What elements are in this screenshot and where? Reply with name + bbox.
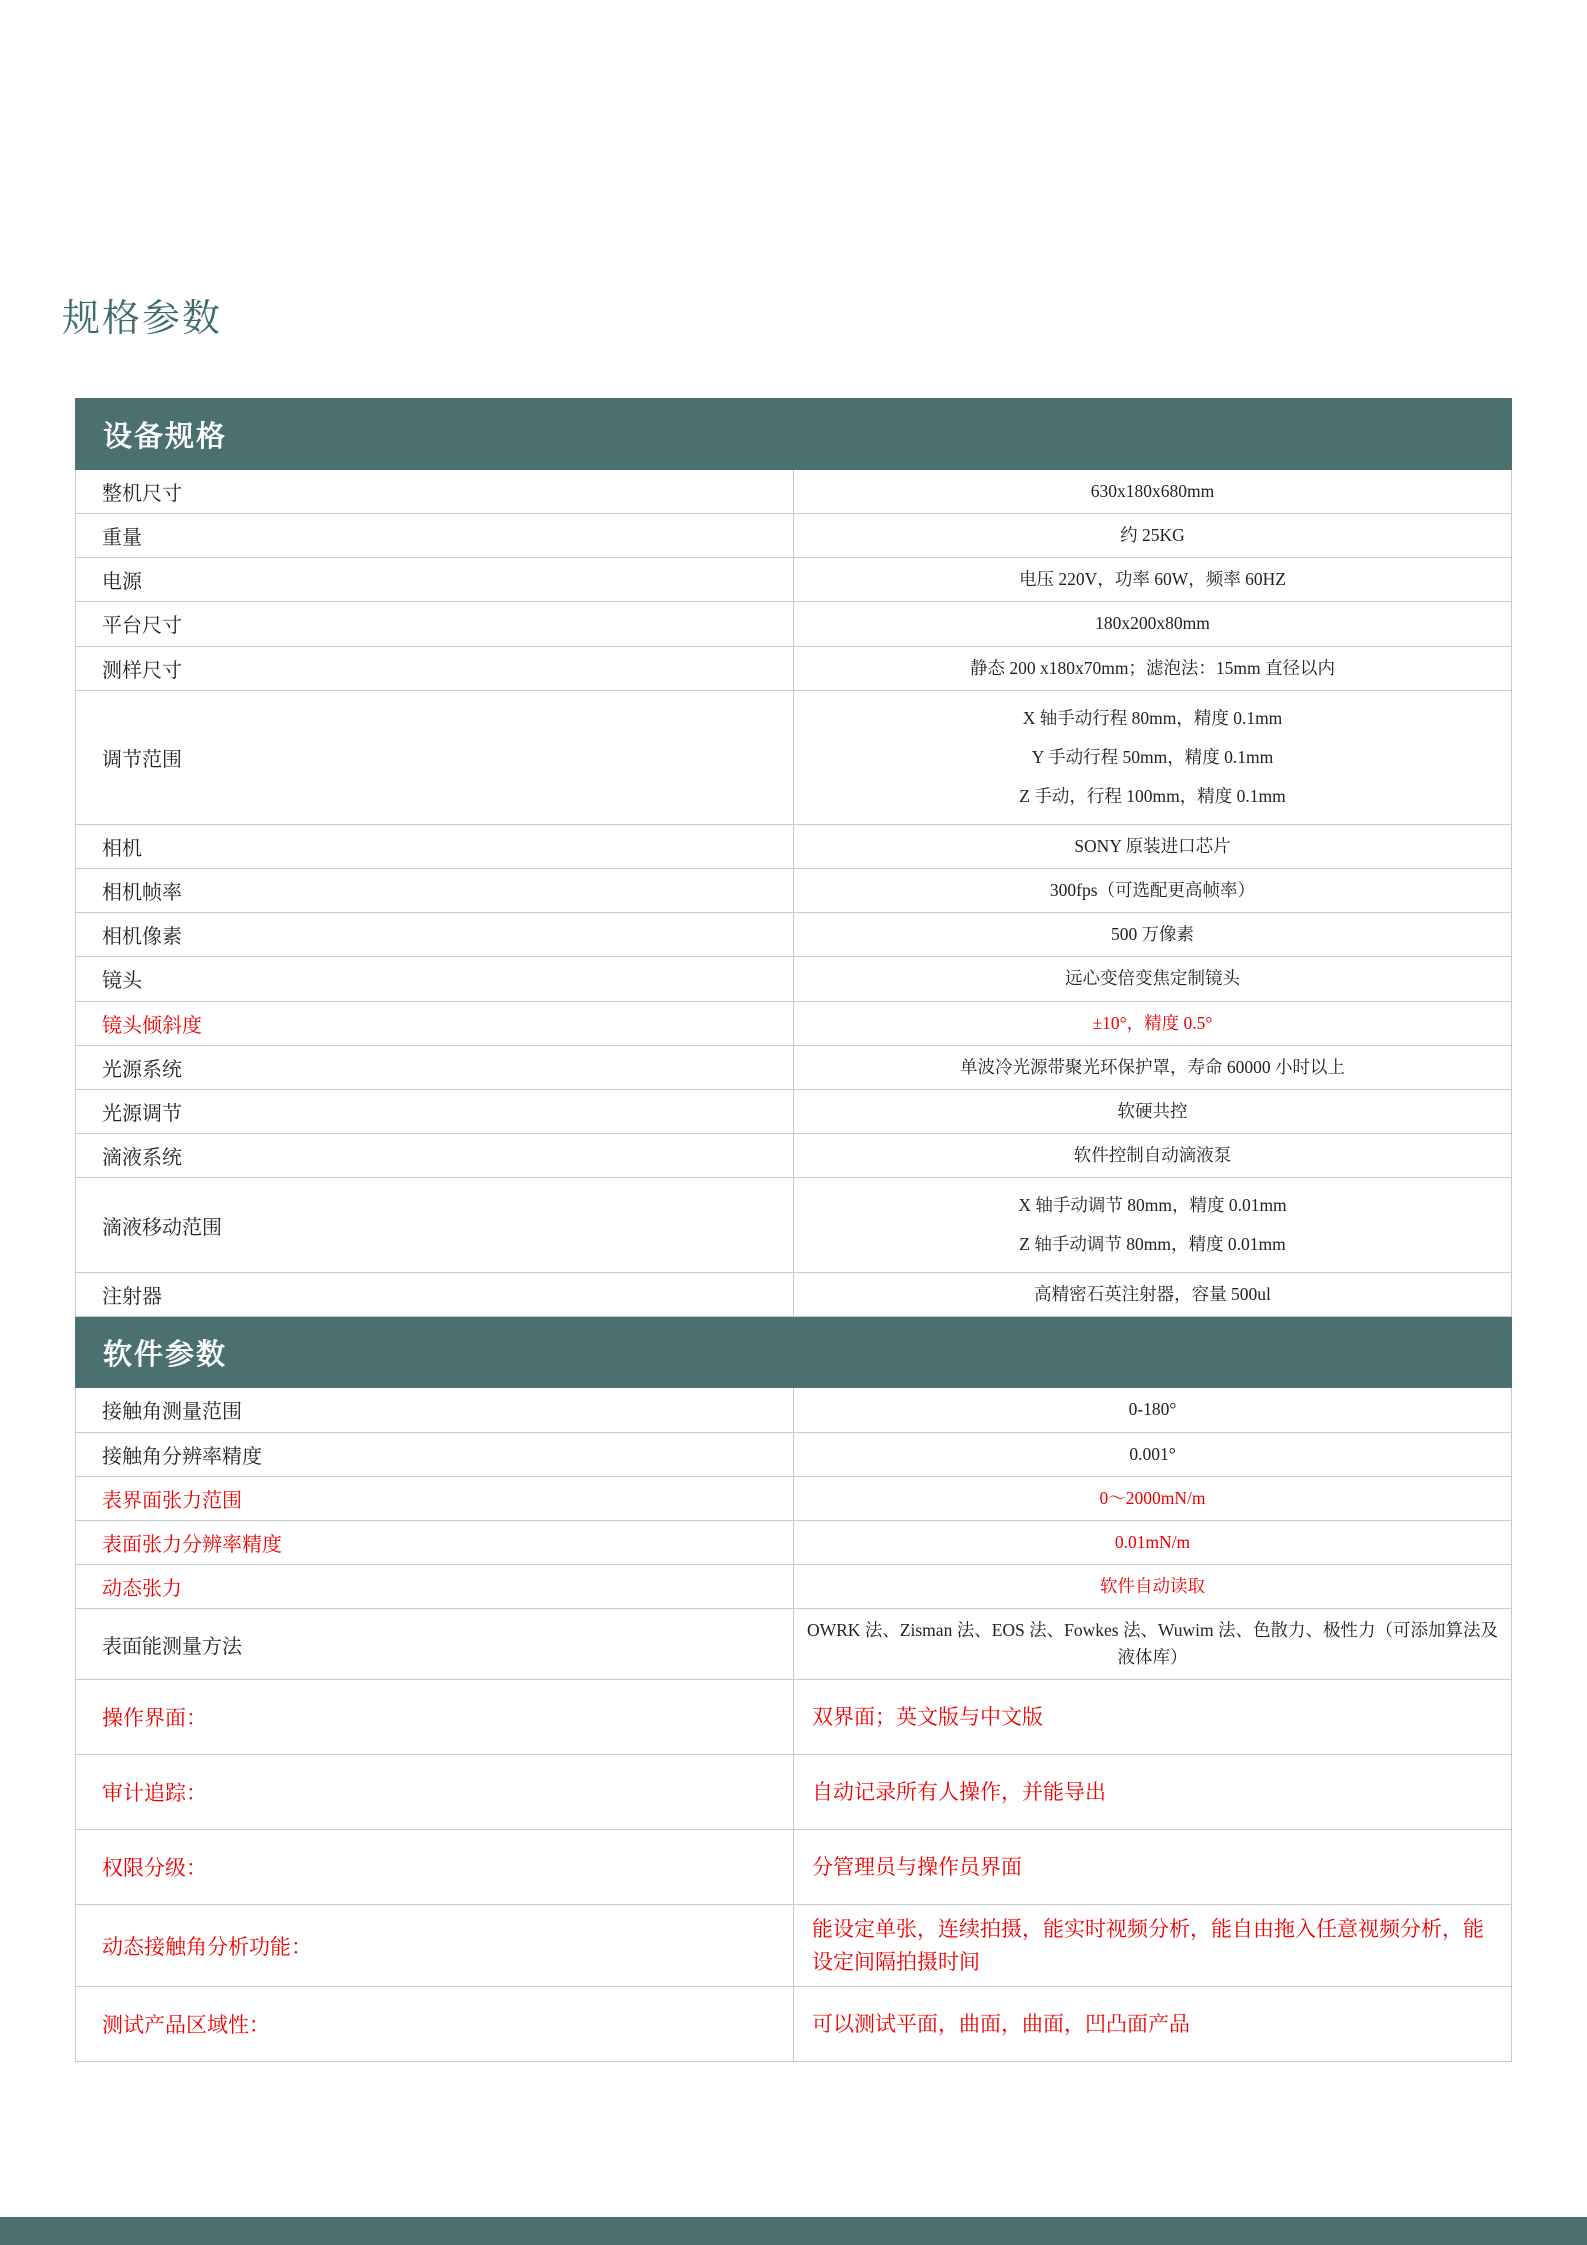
row-label: 测试产品区域性： bbox=[76, 1987, 794, 2062]
row-value-line: Y 手动行程 50mm，精度 0.1mm bbox=[1031, 746, 1274, 767]
table-row bbox=[76, 1432, 1512, 1476]
row-value: 可以测试平面，曲面，曲面，凹凸面产品 bbox=[794, 1987, 1512, 2062]
row-value-line: Z 手动，行程 100mm，精度 0.1mm bbox=[1019, 785, 1286, 806]
row-value: 高精密石英注射器，容量 500ul bbox=[794, 1273, 1512, 1317]
row-value: 能设定单张，连续拍摄，能实时视频分析，能自由拖入任意视频分析，能设定间隔拍摄时间 bbox=[794, 1905, 1512, 1987]
row-label: 接触角分辨率精度 bbox=[76, 1432, 794, 1476]
table-row bbox=[76, 514, 1512, 558]
table-row bbox=[76, 690, 1512, 824]
table-row bbox=[76, 1178, 1512, 1273]
row-value: 电压 220V，功率 60W，频率 60HZ bbox=[794, 558, 1512, 602]
row-value: 分管理员与操作员界面 bbox=[794, 1830, 1512, 1905]
row-label: 光源调节 bbox=[76, 1089, 794, 1133]
section-heading-equipment: 设备规格 bbox=[76, 399, 1512, 470]
table-row bbox=[76, 470, 1512, 514]
row-label: 整机尺寸 bbox=[76, 470, 794, 514]
row-label: 表面张力分辨率精度 bbox=[76, 1520, 794, 1564]
table-row bbox=[76, 1133, 1512, 1177]
table-row bbox=[76, 1609, 1512, 1680]
row-label: 接触角测量范围 bbox=[76, 1388, 794, 1432]
table-row bbox=[76, 602, 1512, 646]
row-value: 630x180x680mm bbox=[794, 470, 1512, 514]
table-row bbox=[76, 558, 1512, 602]
table-row-highlight bbox=[76, 1680, 1512, 1755]
row-label: 审计追踪： bbox=[76, 1755, 794, 1830]
row-label: 滴液系统 bbox=[76, 1133, 794, 1177]
row-value-multiline bbox=[794, 1178, 1512, 1273]
row-value: 双界面；英文版与中文版 bbox=[794, 1680, 1512, 1755]
row-label: 动态张力 bbox=[76, 1564, 794, 1608]
table-row-highlight bbox=[76, 1520, 1512, 1564]
row-value: 0.001° bbox=[794, 1432, 1512, 1476]
row-value: ±10°，精度 0.5° bbox=[794, 1001, 1512, 1045]
row-label: 滴液移动范围 bbox=[76, 1178, 794, 1273]
row-label: 平台尺寸 bbox=[76, 602, 794, 646]
row-label: 光源系统 bbox=[76, 1045, 794, 1089]
row-value-line: Z 轴手动调节 80mm，精度 0.01mm bbox=[1019, 1234, 1286, 1255]
row-label: 相机 bbox=[76, 825, 794, 869]
row-value: 180x200x80mm bbox=[794, 602, 1512, 646]
row-value: 约 25KG bbox=[794, 514, 1512, 558]
table-row bbox=[76, 1388, 1512, 1432]
row-label: 镜头倾斜度 bbox=[76, 1001, 794, 1045]
row-label: 电源 bbox=[76, 558, 794, 602]
row-label: 相机帧率 bbox=[76, 869, 794, 913]
row-label: 调节范围 bbox=[76, 690, 794, 824]
row-label: 动态接触角分析功能： bbox=[76, 1905, 794, 1987]
row-value-multiline bbox=[794, 690, 1512, 824]
row-value: OWRK 法、Zisman 法、EOS 法、Fowkes 法、Wuwim 法、色散力、极性力（可添加算法及液体库） bbox=[794, 1609, 1512, 1680]
specification-table bbox=[75, 398, 1512, 2062]
row-label: 测样尺寸 bbox=[76, 646, 794, 690]
row-value: 静态 200 x180x70mm；滤泡法：15mm 直径以内 bbox=[794, 646, 1512, 690]
table-row bbox=[76, 825, 1512, 869]
table-row bbox=[76, 913, 1512, 957]
row-value: 0-180° bbox=[794, 1388, 1512, 1432]
row-value: 500 万像素 bbox=[794, 913, 1512, 957]
table-row-highlight bbox=[76, 1755, 1512, 1830]
row-value-line: X 轴手动行程 80mm，精度 0.1mm bbox=[1022, 707, 1283, 728]
row-label: 镜头 bbox=[76, 957, 794, 1001]
section-heading-software: 软件参数 bbox=[76, 1317, 1512, 1388]
row-label: 注射器 bbox=[76, 1273, 794, 1317]
row-value: 自动记录所有人操作，并能导出 bbox=[794, 1755, 1512, 1830]
table-row bbox=[76, 1273, 1512, 1317]
table-row-highlight bbox=[76, 1476, 1512, 1520]
row-label: 操作界面： bbox=[76, 1680, 794, 1755]
table-row-highlight bbox=[76, 1830, 1512, 1905]
table-row bbox=[76, 957, 1512, 1001]
row-value: 软件自动读取 bbox=[794, 1564, 1512, 1608]
table-row bbox=[76, 1089, 1512, 1133]
table-row-highlight bbox=[76, 1001, 1512, 1045]
page-title: 规格参数 bbox=[62, 298, 223, 341]
table-row-highlight bbox=[76, 1987, 1512, 2062]
section-header-row bbox=[76, 1317, 1512, 1388]
table-row bbox=[76, 1045, 1512, 1089]
row-value: 300fps（可选配更高帧率） bbox=[794, 869, 1512, 913]
table-row-highlight bbox=[76, 1564, 1512, 1608]
row-value: 单波冷光源带聚光环保护罩，寿命 60000 小时以上 bbox=[794, 1045, 1512, 1089]
row-label: 重量 bbox=[76, 514, 794, 558]
table-row bbox=[76, 869, 1512, 913]
section-header-row bbox=[76, 399, 1512, 470]
row-value: 0.01mN/m bbox=[794, 1520, 1512, 1564]
row-label: 相机像素 bbox=[76, 913, 794, 957]
row-label: 表界面张力范围 bbox=[76, 1476, 794, 1520]
footer-bar bbox=[0, 2217, 1587, 2245]
row-value: 软硬共控 bbox=[794, 1089, 1512, 1133]
row-value-line: X 轴手动调节 80mm，精度 0.01mm bbox=[1018, 1195, 1287, 1215]
table-row-highlight bbox=[76, 1905, 1512, 1987]
row-value: SONY 原装进口芯片 bbox=[794, 825, 1512, 869]
row-label: 权限分级： bbox=[76, 1830, 794, 1905]
row-value: 0～2000mN/m bbox=[794, 1476, 1512, 1520]
row-value: 远心变倍变焦定制镜头 bbox=[794, 957, 1512, 1001]
row-value: 软件控制自动滴液泵 bbox=[794, 1133, 1512, 1177]
table-row bbox=[76, 646, 1512, 690]
row-label: 表面能测量方法 bbox=[76, 1609, 794, 1680]
table-body bbox=[76, 399, 1512, 2062]
